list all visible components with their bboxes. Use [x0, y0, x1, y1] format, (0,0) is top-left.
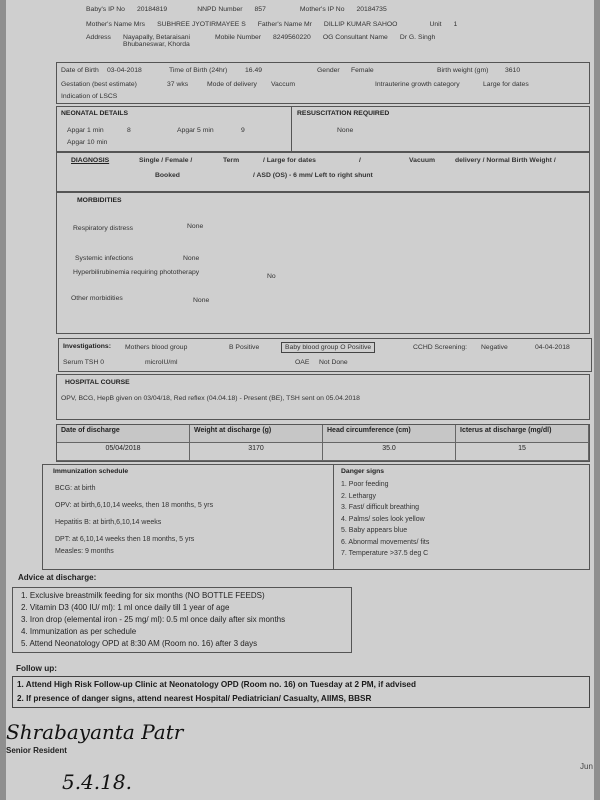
- value-birth-weight: 3610: [505, 67, 521, 74]
- label-apgar-10: Apgar 10 min: [67, 139, 108, 146]
- th-head-circumference: Head circumference (cm): [323, 425, 456, 443]
- value-apgar-5: 9: [241, 127, 245, 134]
- advice-list: [12, 587, 352, 653]
- danger-sign-item: 3. Fast/ difficult breathing: [341, 504, 420, 511]
- followup-title: Follow up:: [16, 664, 57, 673]
- value-dob: 03-04-2018: [107, 67, 142, 74]
- value-cchd-date: 04-04-2018: [535, 344, 570, 351]
- neonatal-box: [56, 106, 590, 152]
- value-cchd: Negative: [481, 344, 508, 351]
- label-dob: Date of Birth: [61, 67, 99, 74]
- followup-item: 2. If presence of danger signs, attend nearest Hospital/ Pediatrician/ Casualty, AIIMS, BBSR: [17, 694, 372, 703]
- resuscitation-title: RESUSCITATION REQUIRED: [297, 110, 390, 117]
- td-head-circumference: 35.0: [323, 443, 456, 461]
- diagnosis-term: Term: [223, 157, 240, 164]
- value-resuscitation: None: [337, 127, 354, 134]
- advice-item: 4. Immunization as per schedule: [21, 627, 137, 636]
- header-row-3: [86, 34, 586, 48]
- label-baby-blood-group: Baby blood group: [285, 344, 339, 351]
- diagnosis-vacuum: Vacuum: [409, 157, 436, 164]
- value-mobile: 8249560220: [273, 34, 311, 41]
- danger-sign-item: 1. Poor feeding: [341, 481, 389, 488]
- label-baby-ip: Baby's IP No: [86, 6, 125, 13]
- value-gender: Female: [351, 67, 374, 74]
- label-mother-blood-group: Mothers blood group: [125, 344, 188, 351]
- investigations-title: Investigations:: [63, 343, 111, 350]
- label-og-consultant: OG Consultant Name: [322, 34, 388, 41]
- value-mother-ip: 20184735: [356, 6, 387, 13]
- danger-sign-item: 7. Temperature >37.5 deg C: [341, 550, 429, 557]
- label-lscs: Indication of LSCS: [61, 93, 118, 100]
- value-address: Nayapally, Betaraisani Bhubaneswar, Khorda: [122, 34, 191, 48]
- value-mother-blood-group: B Positive: [229, 344, 260, 351]
- danger-signs-title: Danger signs: [341, 468, 385, 475]
- label-mother-ip: Mother's IP No: [299, 6, 345, 13]
- danger-sign-item: 5. Baby appears blue: [341, 527, 408, 534]
- immunization-list: [55, 483, 213, 558]
- label-unit: Unit: [429, 21, 442, 28]
- label-cchd: CCHD Screening:: [413, 344, 468, 351]
- advice-item: 1. Exclusive breastmilk feeding for six months (NO BOTTLE FEEDS): [21, 591, 265, 600]
- morbidity-respiratory-label: Respiratory distress: [73, 225, 134, 232]
- label-address: Address: [86, 34, 111, 41]
- label-oae: OAE: [295, 359, 310, 366]
- value-baby-blood-group: O Positive: [340, 344, 372, 351]
- baby-blood-group-box: [281, 342, 375, 353]
- th-weight-discharge: Weight at discharge (g): [190, 425, 323, 443]
- followup-item: 1. Attend High Risk Follow-up Clinic at Neonatology OPD (Room no. 16) on Tuesday at 2 PM, if advised: [17, 680, 416, 689]
- immunization-item: Measles: 9 months: [55, 548, 114, 555]
- hospital-course-title: HOSPITAL COURSE: [65, 379, 130, 386]
- immunization-item: DPT: at 6,10,14 weeks then 18 months, 5 yrs: [55, 536, 195, 543]
- morbidity-respiratory-value: None: [187, 223, 204, 230]
- birth-details-box: [56, 62, 590, 104]
- th-icterus: Icterus at discharge (mg/dl): [456, 425, 589, 443]
- diagnosis-delivery-weight: delivery / Normal Birth Weight /: [455, 157, 556, 164]
- td-weight-discharge: 3170: [190, 443, 323, 461]
- header-row-1: [86, 6, 586, 13]
- diagnosis-asd: / ASD (OS) - 6 mm/ Left to right shunt: [253, 172, 373, 179]
- value-growth-category: Large for dates: [483, 81, 529, 88]
- patient-header: [86, 6, 586, 56]
- danger-signs-list: [341, 479, 429, 560]
- followup-section: [12, 662, 590, 708]
- danger-sign-item: 2. Lethargy: [341, 492, 377, 500]
- morbidity-hyperbili-value: No: [267, 273, 276, 280]
- label-gender: Gender: [317, 67, 340, 74]
- hospital-course-box: [56, 374, 590, 420]
- diagnosis-sep: /: [359, 157, 361, 164]
- value-tsh-unit: microIU/ml: [145, 359, 178, 366]
- value-baby-ip: 20184819: [136, 6, 168, 13]
- discharge-summary-page: [6, 0, 594, 800]
- th-date-discharge: Date of discharge: [57, 425, 190, 443]
- morbidity-other-value: None: [193, 297, 210, 304]
- value-tob: 16.49: [245, 67, 263, 74]
- label-apgar-5: Apgar 5 min: [177, 127, 214, 134]
- followup-list: [12, 676, 590, 708]
- immunization-item: OPV: at birth,6,10,14 weeks, then 18 months, 5 yrs: [55, 502, 214, 509]
- label-gestation: Gestation (best estimate): [61, 81, 137, 88]
- label-mobile: Mobile Number: [214, 34, 262, 41]
- label-apgar-1: Apgar 1 min: [67, 127, 104, 134]
- advice-item: 2. Vitamin D3 (400 IU/ ml): 1 ml once daily till 1 year of age: [21, 603, 230, 612]
- immunization-item: BCG: at birth: [55, 485, 96, 492]
- signature-role: Senior Resident: [6, 746, 67, 755]
- value-oae: Not Done: [319, 359, 348, 366]
- label-growth-category: Intrauterine growth category: [375, 81, 460, 88]
- handwritten-date: 5.4.18.: [62, 770, 132, 794]
- neonatal-details-title: NEONATAL DETAILS: [61, 110, 129, 117]
- discharge-table: [56, 424, 590, 462]
- investigations-box: [58, 338, 592, 372]
- diagnosis-box: [56, 152, 590, 192]
- td-icterus: 15: [456, 443, 589, 461]
- label-tob: Time of Birth (24hr): [169, 67, 228, 74]
- handwritten-signature: Shrabayanta Patr: [6, 720, 184, 744]
- label-mother-name: Mother's Name Mrs: [86, 21, 146, 28]
- value-gestation: 37 wks: [167, 81, 189, 88]
- label-nnpd: NNPD Number: [197, 6, 243, 13]
- diagnosis-sex: Single / Female /: [139, 157, 193, 164]
- value-nnpd: 857: [254, 6, 266, 13]
- morbidity-infection-label: Systemic infections: [75, 255, 134, 262]
- edge-text: Jun: [580, 762, 593, 771]
- morbidity-hyperbili-label: Hyperbilirubinemia requiring phototherapy: [73, 269, 200, 276]
- advice-item: 5. Attend Neonatology OPD at 8:30 AM (Room no. 16) after 3 days: [21, 639, 258, 648]
- label-serum-tsh: Serum TSH 0: [63, 359, 105, 366]
- label-mode-delivery: Mode of delivery: [207, 81, 257, 88]
- value-mode-delivery: Vaccum: [271, 81, 296, 88]
- diagnosis-growth: / Large for dates: [263, 157, 316, 164]
- schedule-box: [42, 464, 590, 570]
- morbidity-other-label: Other morbidities: [71, 295, 123, 302]
- danger-sign-item: 6. Abnormal movements/ fits: [341, 538, 430, 546]
- label-birth-weight: Birth weight (gm): [437, 67, 489, 74]
- value-father-name: DILLIP KUMAR SAHOO: [323, 21, 398, 28]
- label-father-name: Father's Name Mr: [257, 21, 312, 28]
- value-mother-name: SUBHREE JYOTIRMAYEE S: [157, 21, 246, 28]
- td-date-discharge: 05/04/2018: [57, 443, 190, 461]
- diagnosis-booked: Booked: [155, 172, 180, 179]
- value-apgar-1: 8: [127, 127, 131, 134]
- advice-section: [12, 572, 590, 653]
- morbidity-infection-value: None: [183, 255, 200, 262]
- immunization-title: Immunization schedule: [53, 468, 129, 475]
- morbidities-box: [56, 192, 590, 334]
- value-og-consultant: Dr G. Singh: [399, 34, 436, 41]
- diagnosis-title: DIAGNOSIS: [71, 157, 110, 164]
- advice-item: 3. Iron drop (elemental iron - 25 mg/ ml): 0.5 ml once daily after six months: [21, 615, 286, 624]
- immunization-item: Hepatitis B: at birth,6,10,14 weeks: [55, 519, 162, 526]
- header-row-2: [86, 21, 586, 28]
- hospital-course-text: OPV, BCG, HepB given on 03/04/18, Red reflex (04.04.18) - Present (BE), TSH sent on 05.04.2018: [61, 395, 360, 402]
- advice-title: Advice at discharge:: [18, 573, 97, 582]
- value-unit: 1: [453, 21, 458, 28]
- danger-sign-item: 4. Palms/ soles look yellow: [341, 515, 425, 523]
- morbidities-title: MORBIDITIES: [77, 197, 122, 204]
